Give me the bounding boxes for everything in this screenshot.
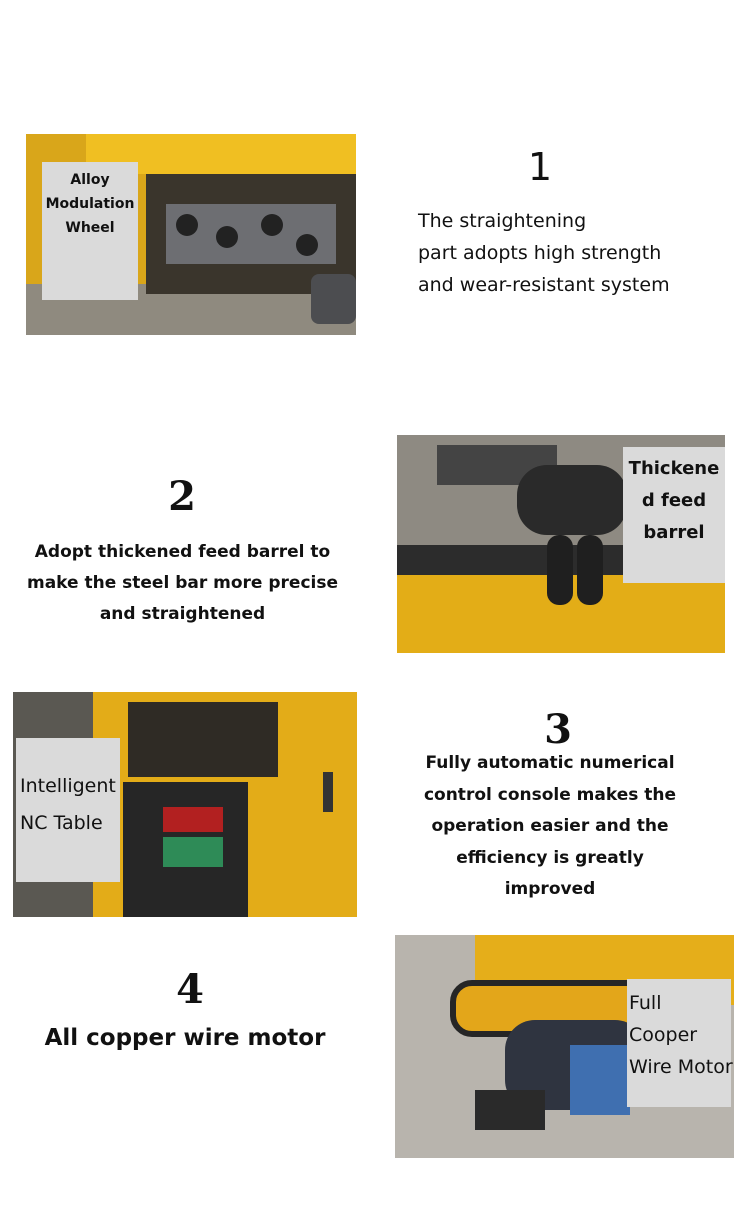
caption-line: NC Table — [20, 812, 103, 834]
section-number-1: 1 — [527, 145, 553, 189]
caption-line: d feed — [641, 490, 707, 511]
caption-full-copper-wire-motor — [627, 979, 731, 1107]
caption-line: Wheel — [65, 220, 115, 236]
description-line: improved — [504, 879, 596, 899]
caption-line: Full — [629, 992, 662, 1014]
caption-line: Intelligent — [20, 775, 116, 797]
description-line: efficiency is greatly — [456, 847, 644, 868]
section-4-description — [20, 1022, 350, 1054]
description-line: and wear-resistant system — [418, 274, 670, 296]
caption-thickened-feed-barrel — [623, 447, 725, 583]
section-number-2: 2 — [168, 473, 196, 520]
caption-intelligent-nc-table — [16, 738, 120, 882]
description-line: operation easier and the — [431, 816, 669, 836]
caption-line: Wire Motor — [629, 1056, 733, 1078]
description-line: and straightened — [99, 604, 266, 624]
section-1-description — [418, 205, 738, 301]
section-2-description — [20, 537, 345, 630]
section-number-4: 4 — [176, 966, 204, 1013]
description-line: control console makes the — [423, 784, 677, 805]
caption-line: Alloy — [70, 172, 110, 188]
caption-line: Cooper — [629, 1024, 698, 1046]
section-3-description — [395, 748, 705, 906]
description-line: make the steel bar more precise — [26, 573, 338, 593]
section-number-3: 3 — [544, 706, 572, 753]
description-line: Adopt thickened feed barrel to — [34, 542, 331, 562]
description-line: part adopts high strength — [418, 242, 662, 264]
description-line: The straightening — [418, 210, 587, 232]
caption-line: Thickene — [628, 458, 720, 479]
caption-alloy-modulation-wheel — [42, 162, 138, 300]
caption-line: Modulation — [45, 196, 135, 212]
description-line: All copper wire motor — [44, 1025, 326, 1051]
caption-line: barrel — [643, 522, 705, 543]
description-line: Fully automatic numerical — [425, 753, 675, 773]
